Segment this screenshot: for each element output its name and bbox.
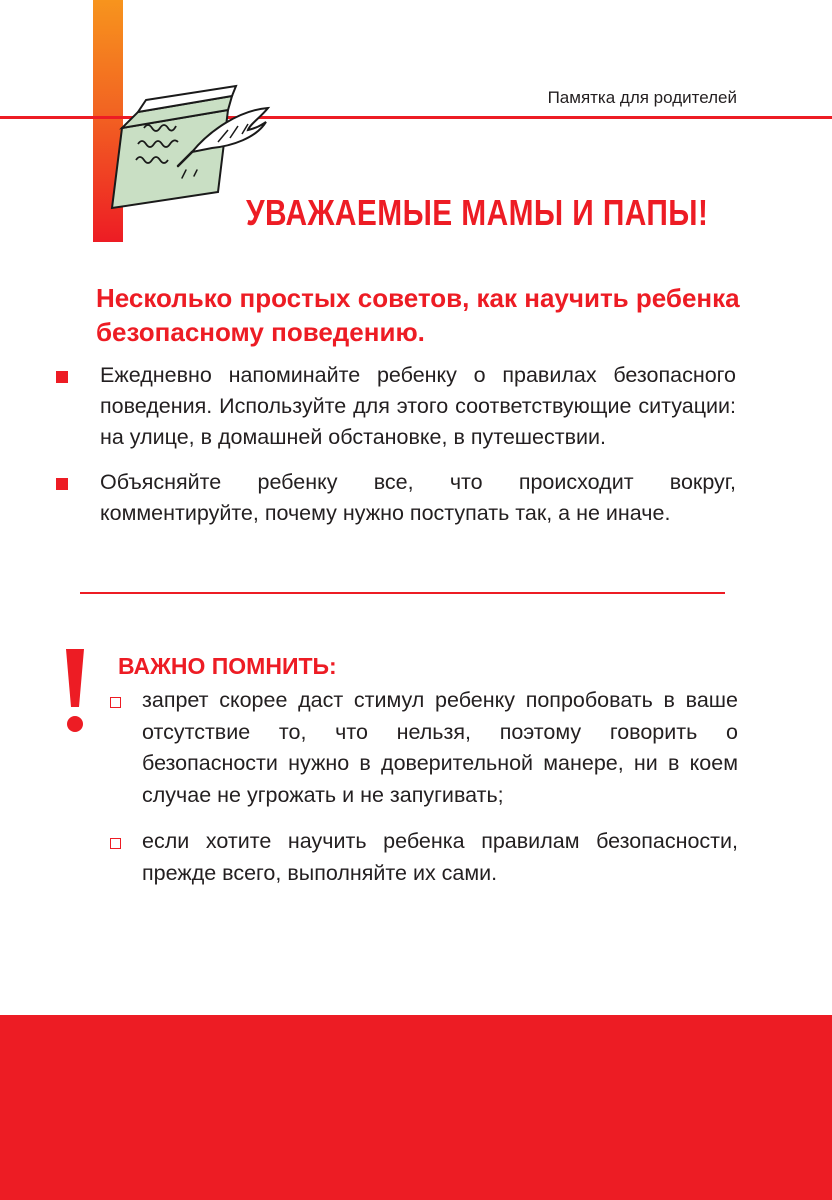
header-label: Памятка для родителей xyxy=(547,88,737,107)
hollow-square-bullet-icon xyxy=(110,838,121,849)
exclamation-icon xyxy=(62,645,88,735)
tips-list xyxy=(56,360,736,543)
reminder-text: запрет скорее даст стимул ребенку попробовать в ваше отсутствие то, что нельзя, поэтому говорить о безопасности нужно в доверительной манере, ни в коем случае не угрожать и не запугивать; xyxy=(142,688,738,807)
list-item xyxy=(106,826,738,889)
list-item xyxy=(56,360,736,453)
reminder-text: если хотите научить ребенка правилам безопасности, прежде всего, выполняйте их сами. xyxy=(142,829,738,885)
square-bullet-icon xyxy=(56,478,68,490)
list-item xyxy=(106,685,738,811)
hollow-square-bullet-icon xyxy=(110,697,121,708)
page-title: УВАЖАЕМЫЕ МАМЫ И ПАПЫ! xyxy=(246,192,709,233)
tip-text: Ежедневно напоминайте ребенку о правилах безопасного поведения. Используйте для этого соответствующие ситуации: на улице, в домашней обстановке, в путешествии. xyxy=(100,363,736,449)
important-heading: ВАЖНО ПОМНИТЬ: xyxy=(118,653,337,679)
reminders-list xyxy=(106,685,738,904)
square-bullet-icon xyxy=(56,371,68,383)
list-item xyxy=(56,467,736,529)
subtitle: Несколько простых советов, как научить ребенка безопасному поведению. xyxy=(96,283,740,347)
section-divider xyxy=(80,592,725,594)
bottom-band xyxy=(0,1015,832,1200)
tip-text: Объясняйте ребенку все, что происходит вокруг, комментируйте, почему нужно поступать так, а не иначе. xyxy=(100,470,736,525)
